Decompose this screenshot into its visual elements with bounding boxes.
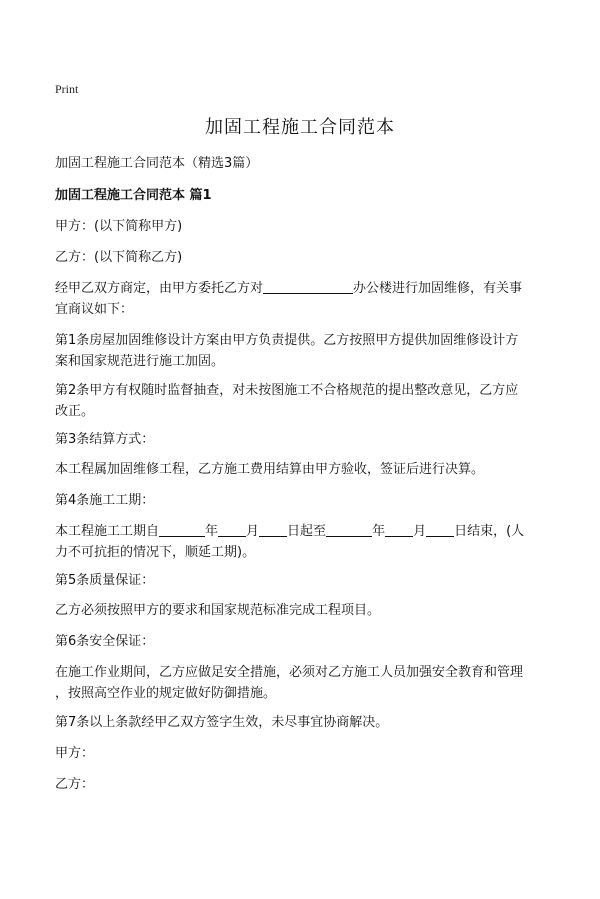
article-6-line-2: ，按照高空作业的规定做好防御措施。 [55, 686, 277, 701]
article-6-line-1: 在施工作业期间，乙方应做足安全措施，必须对乙方施工人员加强安全教育和管理 [55, 665, 524, 680]
article-5-body: 乙方必须按照甲方的要求和国家规范标准完成工程项目。 [55, 603, 381, 618]
blank-field-start-year [159, 522, 205, 537]
art4-year-1: 年 [205, 524, 219, 539]
article-3-body: 本工程属加固维修工程，乙方施工费用结算由甲方验收，签证后进行决算。 [55, 462, 485, 477]
section-heading: 加固工程施工合同范本 篇1 [55, 188, 212, 203]
article-4-heading: 第4条施工工期： [55, 493, 155, 508]
article-2-line-1: 第2条甲方有权随时监督抽查，对未按图施工不合格规范的提出整改意见，乙方应 [55, 383, 519, 398]
party-b-intro: 乙方：(以下简称乙方) [55, 250, 183, 265]
article-1-line-1: 第1条房屋加固维修设计方案由甲方负责提供。乙方按照甲方提供加固维修设计方 [55, 333, 519, 348]
blank-field-end-year [326, 522, 372, 537]
party-a-intro: 甲方：(以下简称甲方) [55, 219, 183, 234]
page-title: 加固工程施工合同范本 [205, 117, 395, 138]
subtitle: 加固工程施工合同范本（精选3篇） [55, 156, 259, 171]
art4-year-2: 年 [372, 524, 386, 539]
blank-field-start-day [259, 522, 287, 537]
art4-text-start: 本工程施工工期自 [55, 524, 160, 539]
blank-field-end-month [385, 522, 413, 537]
article-5-heading: 第5条质量保证： [55, 573, 155, 588]
intro-text-before: 经甲乙双方商定，由甲方委托乙方对 [55, 281, 264, 296]
article-3-heading: 第3条结算方式： [55, 432, 155, 447]
article-7: 第7条以上条款经甲乙双方签字生效，未尽事宜协商解决。 [55, 715, 389, 730]
article-4-line-1 [55, 521, 555, 542]
signature-party-b: 乙方： [55, 777, 95, 792]
art4-month-2: 月 [413, 524, 427, 539]
article-2-line-2: 改正。 [55, 404, 95, 419]
art4-month-1: 月 [246, 524, 260, 539]
art4-day-1: 日起至 [287, 524, 327, 539]
article-1-line-2: 案和国家规范进行施工加固。 [55, 354, 225, 369]
article-4-line-2: 力不可抗拒的情况下，顺延工期)。 [55, 545, 256, 560]
blank-field-end-day [426, 522, 454, 537]
print-link[interactable]: Print [55, 82, 79, 96]
intro-line-2: 宜商议如下： [55, 302, 134, 317]
article-6-heading: 第6条安全保证： [55, 634, 155, 649]
art4-day-2: 日结束，(人 [454, 524, 525, 539]
intro-line-1 [55, 278, 555, 299]
blank-field-building [263, 279, 353, 294]
blank-field-start-month [218, 522, 246, 537]
signature-party-a: 甲方： [55, 746, 95, 761]
intro-text-after: 办公楼进行加固维修，有关事 [353, 281, 523, 296]
